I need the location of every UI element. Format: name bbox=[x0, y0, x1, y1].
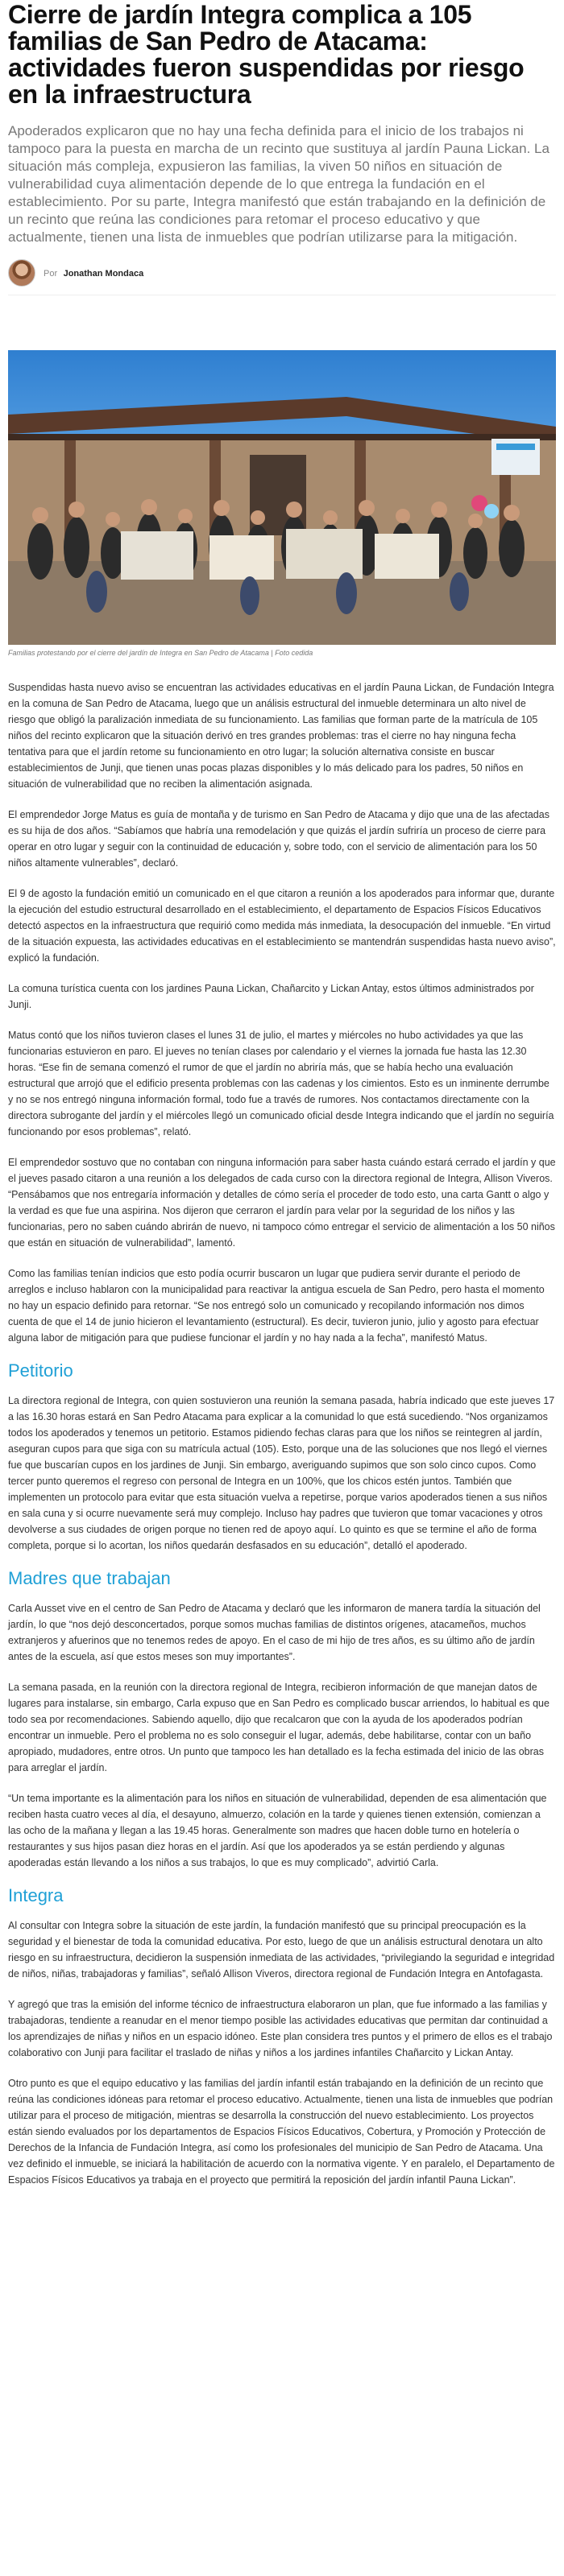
article-lead: Apoderados explicaron que no hay una fecha definida para el inicio de los trabajos ni tampoco para la puesta en marcha de un recinto que sustituya al jardín Pauna Lickan. La situación más compleja, expusieron las familias, la viven 50 niños en situación de vulnerabilidad cuya alimentación depende de lo que entrega la fundación en el establecimiento. Por su parte, Integra manifestó que están trabajando en la definición de un recinto que reúna las condiciones para retomar el proceso educativo y que actualmente, tienen una lista de inmuebles que podrían utilizarse para la mitigación. bbox=[8, 123, 549, 245]
featured-photo bbox=[8, 350, 556, 657]
author-avatar[interactable] bbox=[8, 259, 35, 287]
section-heading-petitorio: Petitorio bbox=[8, 1360, 73, 1381]
author-name-link[interactable]: Jonathan Mondaca bbox=[63, 269, 144, 279]
body-paragraph: Matus contó que los niños tuvieron clases el lunes 31 de julio, el martes y miércoles no hubo actividades ya que las funcionarias estuvieron en paro. El jueves no tenían clases por calendario y el viernes la jornada fue hasta las 12.30 horas. “Ese fin de semana comenzó el rumor de que el jardín no abriría más, que se había hecho una evaluación estructural que arrojó que el edificio presenta problemas con las cadenas y los cimientos. Esto es un inminente derrumbe y no se nos entregó ninguna información formal, todo fue a través de rumores. Nos contactamos directamente con la directora subrogante del jardín y el miércoles llegó un comunicado oficial desde Integra indicando que el jardín no seguiría funcionando por esos problemas”, relató. bbox=[8, 1030, 554, 1137]
body-paragraph: Carla Ausset vive en el centro de San Pedro de Atacama y declaró que les informaron de manera tardía la situación del jardín, lo que “nos dejó desconcertados, porque somos muchas familias de distintos orígenes, atacameños, muchos extranjeros y afuerinos que no tenemos redes de apoyo. En el caso de mi hijo de tres años, es su último año de jardín antes de la escuela, así que estos meses son muy importantes”. bbox=[8, 1603, 541, 1662]
protest-photo bbox=[8, 350, 556, 645]
paragraph-group-3 bbox=[8, 1600, 556, 1871]
body-paragraph: La semana pasada, en la reunión con la directora regional de Integra, recibieron información de que manejan datos de lugares para instalarse, sin embargo, Carla expuso que en San Pedro es complicado buscar arriendos, lo habitual es que todo sea por recomendaciones. Sabiendo aquello, dijo que recalcaron que con la ayuda de los apoderados podrían encontrar un inmueble. Pero el problema no es solo conseguir el lugar, además, debe habilitarse, contar con un baño apropiado, mudadores, entre otros. Un punto que tampoco les han detallado es la fecha estimada del inicio de las obras para arreglar el jardín. bbox=[8, 1682, 549, 1773]
byline bbox=[8, 259, 556, 295]
article-body bbox=[8, 679, 556, 2188]
body-paragraph: Suspendidas hasta nuevo aviso se encuentran las actividades educativas en el jardín Pauna Lickan, de Fundación Integra en la comuna de San Pedro de Atacama, luego que un análisis estructural del inmueble determinara un alto nivel de riesgo que obligó la paralización inmediata de su funcionamiento. Las familias que forman parte de la matrícula de 105 niños del recinto explicaron que la situación derivó en tres grandes problemas: tras el cierre no hay ninguna fecha tentativa para que el jardín retome su funcionamiento en otro lugar; la solución alternativa consiste en buscar establecimientos de Junji, que tienen unas pocas plazas disponibles y lo más delicado para los padres, 50 niños en situación de vulnerabilidad que no reciben la alimentación asignada. bbox=[8, 682, 554, 790]
body-paragraph: Como las familias tenían indicios que esto podía ocurrir buscaron un lugar que pudiera servir durante el periodo de arreglos e incluso hablaron con la municipalidad para reactivar la antigua escuela de San Pedro, pero hasta el momento no hay un espacio definido para retornar. “Se nos entregó solo un comunicado y recopilando información nos dimos cuenta de que el 14 de junio hicieron el levantamiento (estructural). Es decir, tuvieron junio, julio y agosto para efectuar alguna labor de mitigación para que pudiese funcionar el jardín y no hay nada a la fecha”, manifestó Matus. bbox=[8, 1268, 545, 1344]
body-paragraph: Al consultar con Integra sobre la situación de este jardín, la fundación manifestó que su principal preocupación es la seguridad y el bienestar de toda la comunidad educativa. Por esto, luego de que un análisis estructural denotara un alto riesgo en su infraestructura, decidieron la suspensión inmediata de las actividades, “privilegiando la seguridad e integridad de niños, niñas, trabajadoras y familias”, señaló Allison Viveros, directora regional de Fundación Integra en Antofagasta. bbox=[8, 1920, 555, 1979]
body-paragraph: “Un tema importante es la alimentación para los niños en situación de vulnerabilidad, dependen de esa alimentación que reciben hasta cuatro veces al día, el desayuno, almuerzo, colación en la tarde y quienes tienen extensión, comienzan a las ocho de la mañana y llegan a las 19.45 horas. Generalmente son madres que hacen doble turno en hotelería o restaurantes y sus hijos pasan diez horas en el jardín. Así que los apoderados ya se están perdiendo y algunas apoderadas están llevando a los niños a sus trabajos, lo que es muy complicado”, advirtió Carla. bbox=[8, 1793, 547, 1868]
paragraph-group-4 bbox=[8, 1918, 556, 2188]
article-headline: Cierre de jardín Integra complica a 105 familias de San Pedro de Atacama: actividades fueron suspendidas por riesgo en la infraestructura bbox=[8, 0, 525, 109]
body-paragraph: La directora regional de Integra, con quien sostuvieron una reunión la semana pasada, habría indicado que este jueves 17 a las 16.30 horas estará en San Pedro Atacama para explicar a la comunidad lo que está sucediendo. “Nos organizamos todos los apoderados y tenemos un petitorio. Estamos pidiendo fechas claras para que los niños se reintegren al jardín, aseguran cupos para que siga con su matrícula actual (105). Esto, porque una de las soluciones que nos llegó el viernes fue que buscarían cupos en los jardines de Junji. Sin embargo, averiguando supimos que son solo cinco cupos. Como tercer punto queremos el regreso con personal de Integra en un 100%, que los chicos estén juntos. También que implementen un protocolo para evitar que esta situación vuelva a repetirse, porque varios apoderados tienen a sus niños en sala cuna y si ocurre nuevamente será muy complejo. Incluso hay padres que tuvieron que tomar vacaciones y otros devolverse a sus ciudades de origen porque no tienen red de apoyo aquí. Lo quinto es que se termine el año de forma completa, porque si lo acortan, los niños quedarán desfasados en su educación”, detalló el apoderado. bbox=[8, 1395, 555, 1551]
section-heading-integra: Integra bbox=[8, 1885, 64, 1905]
body-paragraph: La comuna turística cuenta con los jardines Pauna Lickan, Chañarcito y Lickan Antay, estos últimos administrados por Junji. bbox=[8, 983, 534, 1010]
body-paragraph: Y agregó que tras la emisión del informe técnico de infraestructura elaboraron un plan, que fue informado a las familias y trabajadoras, tendiente a reanudar en el menor tiempo posible las actividades educativas que permitan dar continuidad a los aprendizajes de niñas y niños en un espacio idóneo. Este plan considera tres puntos y el primero de ellos es el trabajo colaborativo con Junji para facilitar el traslado de niñas y niños a los jardines infantiles Chañarcito y Lickan Antay. bbox=[8, 1999, 553, 2058]
paragraph-group-1 bbox=[8, 679, 556, 1346]
body-paragraph: El emprendedor Jorge Matus es guía de montaña y de turismo en San Pedro de Atacama y dijo que una de las afectadas es su hija de dos años. “Sabíamos que habría una remodelación y que quizás el jardín sufriría un proceso de cierre para operar en otro lugar y seguir con la continuidad de educación y, sobre todo, con el servicio de alimentación para los 50 niños altamente vulnerables”, declaró. bbox=[8, 809, 549, 869]
body-paragraph: El emprendedor sostuvo que no contaban con ninguna información para saber hasta cuándo estará cerrado el jardín y que el jueves pasado citaron a una reunión a los delegados de cada curso con la directora regional de Integra, Allison Viveros. “Pensábamos que nos entregaría información y detalles de cómo sería el proceder de todo esto, una carta Gantt o algo y la verdad es que fue una aspirina. Nos dijeron que cerraron el jardín para velar por la seguridad de los niños y las funcionarias, pero no saben cuándo abrirán de nuevo, ni tampoco cómo entregar el servicio de alimentación a los 50 niños que están en situación de vulnerabilidad”, lamentó. bbox=[8, 1157, 556, 1249]
body-paragraph: El 9 de agosto la fundación emitió un comunicado en el que citaron a reunión a los apoderados para informar que, durante la ejecución del estudio estructural desarrollado en el establecimiento, el departamento de Espacios Físicos Educativos detectó aspectos en la infraestructura que requirió como medida más inmediata, la desocupación del inmueble. “En virtud de la situación expuesta, las actividades educativas en el establecimiento se mantendrán suspendidas hasta nuevo aviso”, explicó la fundación. bbox=[8, 888, 556, 964]
section-heading-madres: Madres que trabajan bbox=[8, 1568, 171, 1588]
photo-caption: Familias protestando por el cierre del jardín de Integra en San Pedro de Atacama | Foto cedida bbox=[8, 649, 313, 657]
body-paragraph: Otro punto es que el equipo educativo y las familias del jardín infantil están trabajando en la definición de un recinto que reúna las condiciones idóneas para retomar el proceso educativo. Actualmente, tienen una lista de inmuebles que podrían utilizar para el proceso de mitigación, mientras se desarrolla la construcción del nuevo establecimiento. Los proyectos están siendo evaluados por los departamentos de Espacios Físicos Educativos, Cobertura, y Promoción y Protección de Derechos de la Infancia de Fundación Integra, así como los profesionales del municipio de San Pedro de Atacama. Una vez definido el inmueble, se iniciará la habilitación de acuerdo con la normativa vigente. Y en paralelo, el Departamento de Espacios Físicos Educativos ya trabaja en el proyecto que permitirá la reposición del jardín infantil Pauna Lickan”. bbox=[8, 2078, 555, 2186]
paragraph-group-2 bbox=[8, 1393, 556, 1554]
byline-prefix: Por bbox=[44, 269, 58, 279]
photo-illustration bbox=[8, 350, 556, 645]
